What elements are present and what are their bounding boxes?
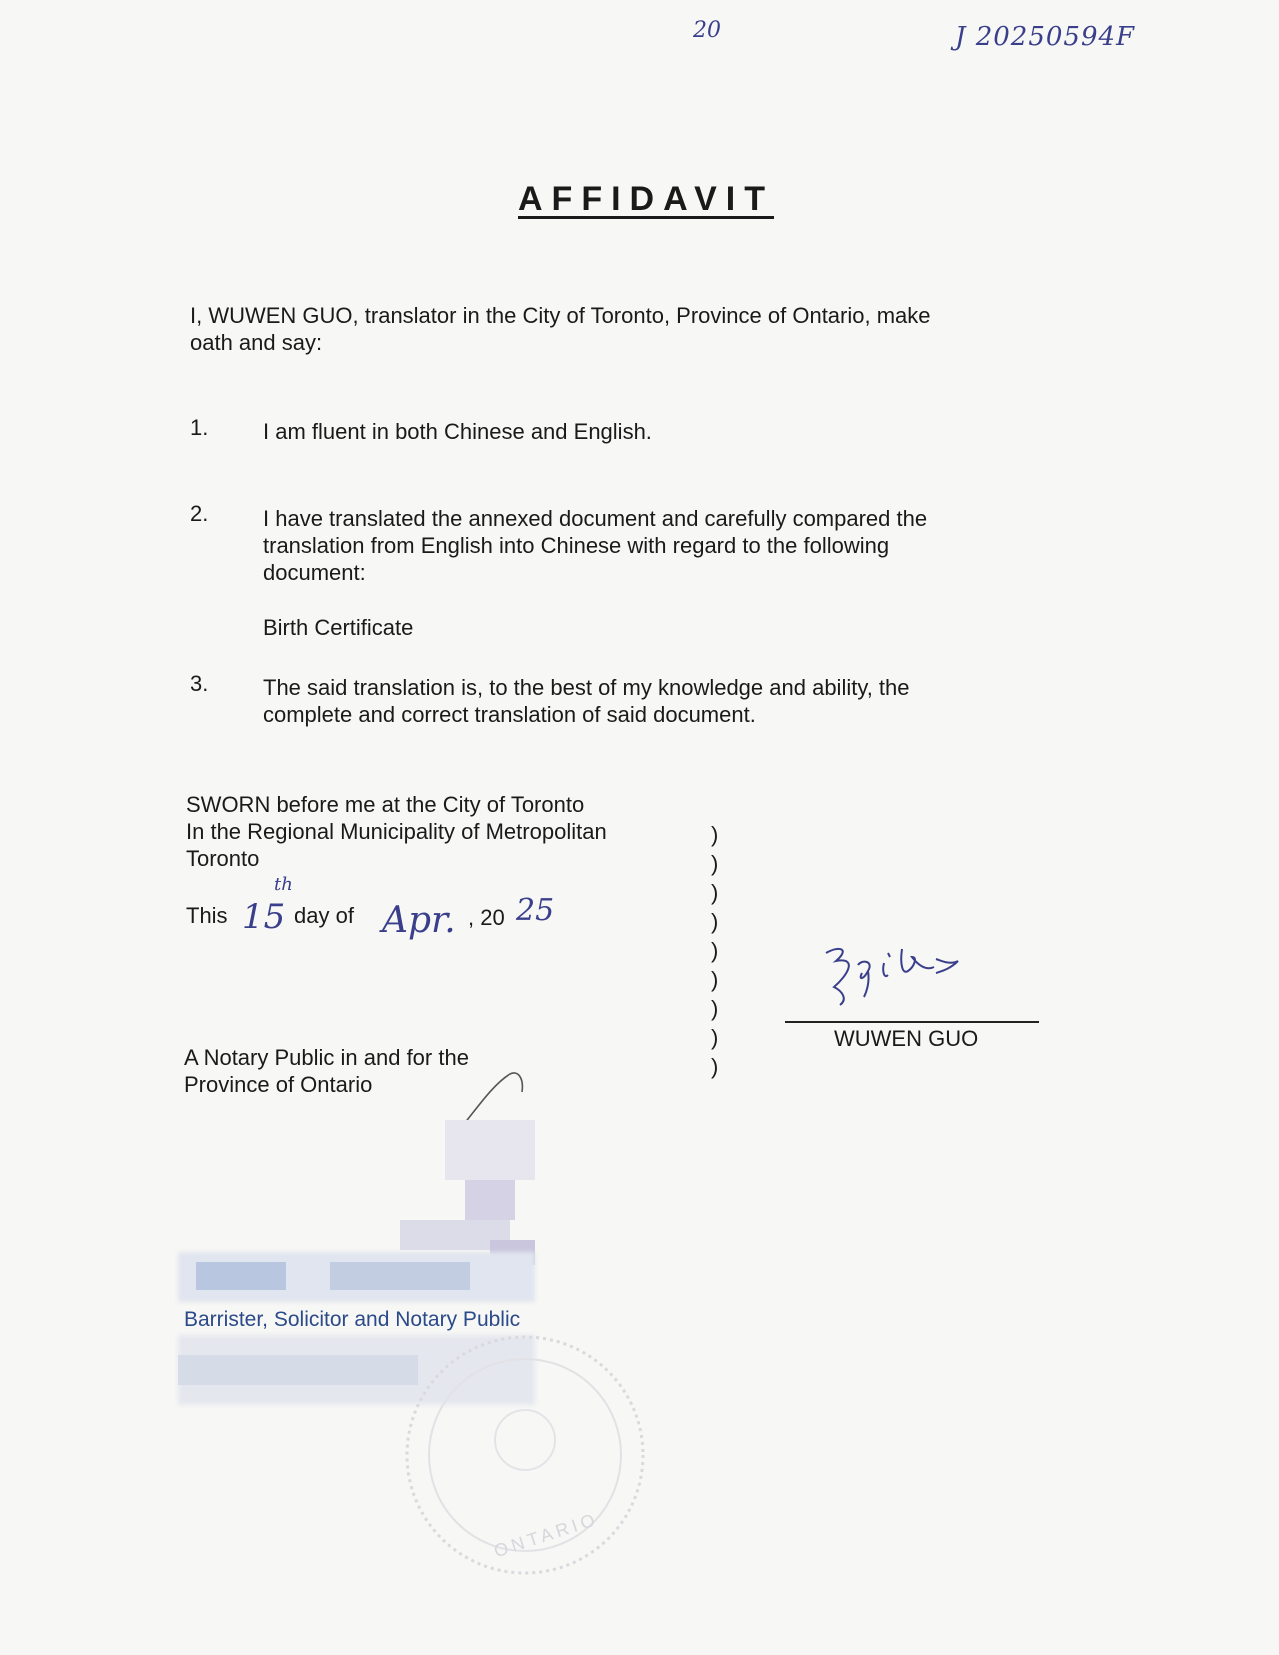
item-number-3: 3. [190,671,209,696]
seal-text: ONTARIO [491,1508,601,1562]
item-3-line-2: complete and correct translation of said document. [263,702,756,727]
signer-name: WUWEN GUO [834,1026,979,1051]
document-title: AFFIDAVIT [518,180,775,218]
item-1-line-1: I am fluent in both Chinese and English. [263,419,652,444]
paren: ) [711,938,719,963]
paren: ) [711,1025,719,1050]
paren: ) [711,996,719,1021]
paren: ) [711,909,719,934]
item-number-1: 1. [190,415,209,440]
sworn-line-1: SWORN before me at the City of Toronto [186,792,585,817]
handwritten-day-suffix: th [274,874,293,895]
intro-line-1: I, WUWEN GUO, translator in the City of Toronto, Province of Ontario, make [190,303,931,328]
paren: ) [711,851,719,876]
item-3-line-1: The said translation is, to the best of my knowledge and ability, the [263,675,910,700]
handwritten-month: Apr. [382,900,456,941]
item-2-line-3: document: [263,560,366,585]
paren: ) [711,967,719,992]
top-handwritten-mark-right: J 20250594F [955,22,1136,52]
top-handwritten-mark-left: 20 [693,18,721,43]
item-2-line-2: translation from English into Chinese with regard to the following [263,533,890,558]
item-number-2: 2. [190,501,209,526]
notary-signature-stroke [460,1068,530,1128]
paren: ) [711,1054,719,1079]
intro-line-2: oath and say: [190,330,323,355]
paren: ) [711,880,719,905]
stamp-title: Barrister, Solicitor and Notary Public [184,1308,521,1331]
day-of-label: day of [294,903,354,928]
handwritten-signature [818,935,968,1010]
this-label: This [186,903,228,928]
notary-line-1: A Notary Public in and for the [184,1045,469,1070]
handwritten-day: 15 [242,897,286,937]
handwritten-year: 25 [516,893,555,928]
year-prefix: , 20 [468,905,505,930]
document-name: Birth Certificate [263,615,414,640]
sworn-line-3: Toronto [186,846,260,871]
signature-line [785,1021,1039,1023]
parentheses-column [711,820,718,1081]
sworn-line-2: In the Regional Municipality of Metropolitan [186,819,607,844]
item-2-line-1: I have translated the annexed document and carefully compared the [263,506,928,531]
paren: ) [711,822,719,847]
notary-line-2: Province of Ontario [184,1072,373,1097]
